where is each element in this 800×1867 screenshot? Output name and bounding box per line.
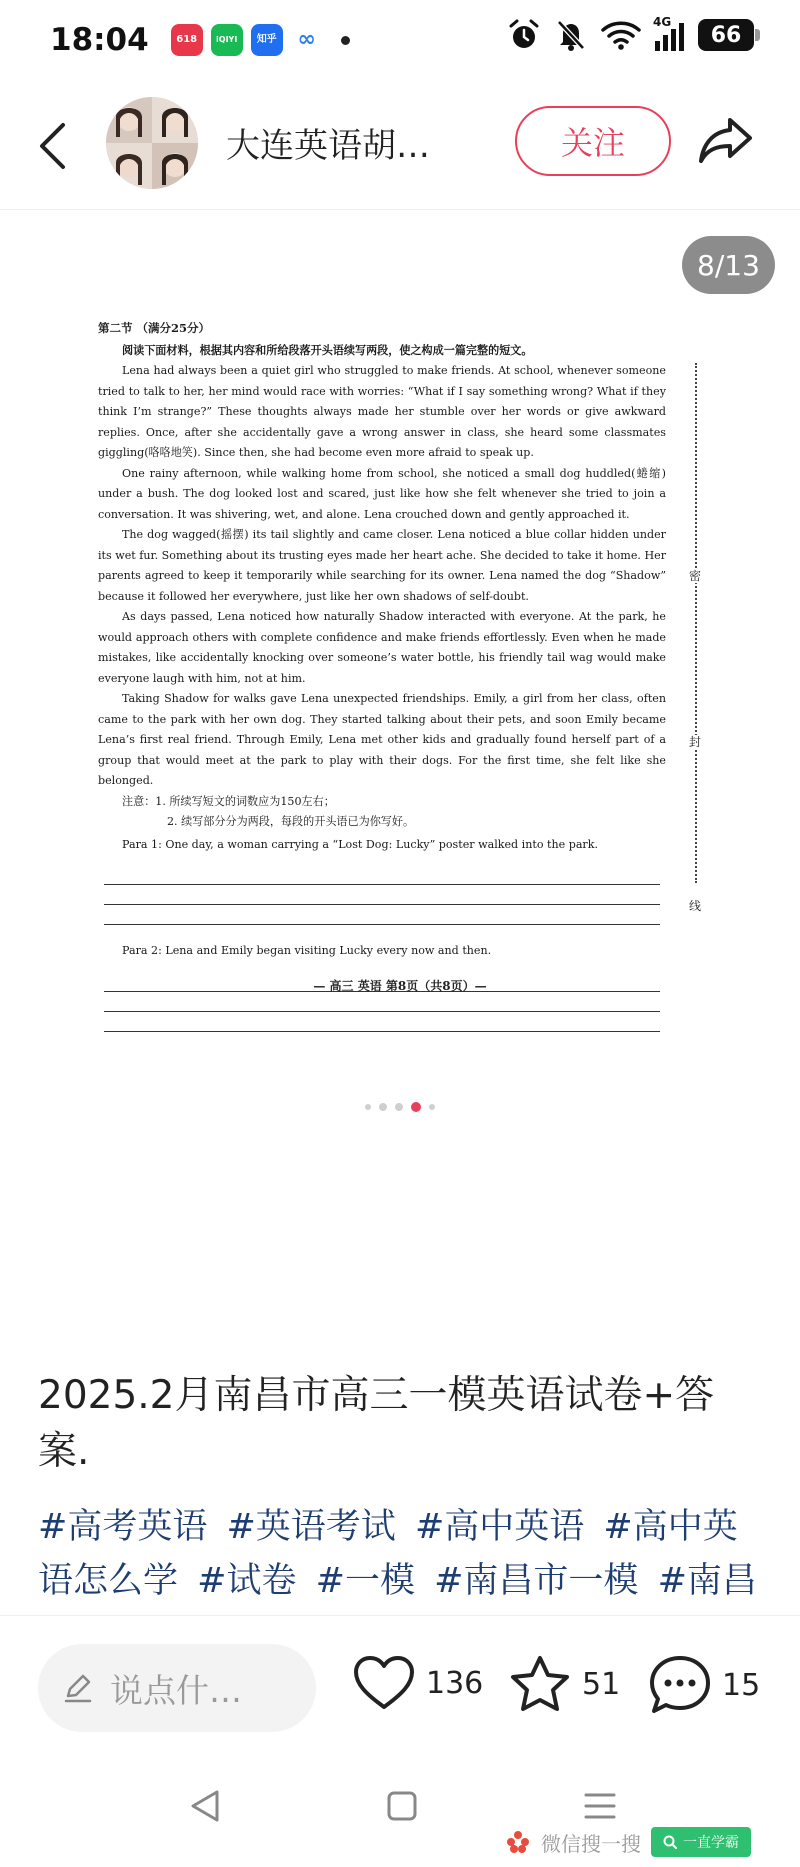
carousel-indicator xyxy=(0,1102,800,1112)
writing-line xyxy=(104,1012,660,1032)
favorite-count: 51 xyxy=(582,1666,621,1702)
chevron-left-icon xyxy=(37,121,67,171)
618-app-icon: 618 xyxy=(171,24,203,56)
more-notifications-dot xyxy=(341,36,350,45)
hashtag[interactable]: #一模 xyxy=(315,1561,415,1601)
like-count: 136 xyxy=(426,1665,484,1701)
author-name[interactable]: 大连英语胡… xyxy=(226,126,430,166)
writing-line xyxy=(104,905,660,925)
baidu-netdisk-icon: ∞ xyxy=(291,24,323,56)
hashtag[interactable]: #南昌 xyxy=(657,1561,757,1601)
image-page-counter: 8/13 xyxy=(682,236,775,294)
zhihu-icon: 知乎 xyxy=(251,24,283,56)
flower-logo-icon xyxy=(505,1829,531,1855)
signal-bar xyxy=(671,29,676,51)
exam-page xyxy=(98,318,666,1048)
section-title: 第二节 （满分25分） xyxy=(98,321,211,335)
hashtag[interactable]: #英语考试 xyxy=(226,1507,396,1547)
menu-lines-icon xyxy=(583,1789,617,1823)
signal-indicator xyxy=(653,15,684,51)
seal-char-feng: 封 xyxy=(689,735,702,749)
note-line-1: 注意：1. 所续写短文的词数应为150左右； xyxy=(122,794,335,808)
square-home-icon xyxy=(385,1789,419,1823)
system-nav-bar xyxy=(0,1755,800,1867)
story-paragraph: Lena had always been a quiet girl who struggled to make friends. At school, whenever someone tried to talk to her, her mind would race with worries: “What if I say something wrong? What if they think I’m strange?” These thoughts always made her stumble over her words or give awkward replies. Once, after she accidentally gave a wrong answer in class, she heard some classmates giggling(咯咯地笑). Since then, she had become even more afraid to speak up. xyxy=(98,364,666,459)
comment-count: 15 xyxy=(722,1667,761,1703)
back-button[interactable] xyxy=(30,116,74,176)
story-paragraph: Taking Shadow for walks gave Lena unexpected friendships. Emily, a girl from her class, often came to the park with her own dog. They started talking about their pets, and soon Emily became Lena’s first real friend. Through Emily, Lena met other kids and gradually found herself part of a group that would meet at the park to play with their dogs. For the first time, she felt like she belonged. xyxy=(98,692,666,787)
para1-writing-lines xyxy=(104,865,660,925)
search-icon xyxy=(663,1835,677,1849)
story-paragraph: As days passed, Lena noticed how naturally Shadow interacted with everyone. At the park, he would approach others with complete confidence and make friends effortlessly. Even when he made mistakes, like accidentally knocking over someone’s water bottle, his friendly tail wag would make everyone laugh with him, not at him. xyxy=(98,610,666,685)
hashtag[interactable]: #南昌市一模 xyxy=(434,1561,639,1601)
pencil-icon xyxy=(62,1672,94,1704)
battery-indicator: 66 xyxy=(698,19,754,51)
story-paragraph: The dog wagged(摇摆) its tail slightly and came closer. Lena noticed a blue collar hidden under its wet fur. Something about its trusting eyes made her heart ache. She decided to take it home. Her parents agreed to keep it temporarily while searching for its owner. Lena named the dog “Shadow” because it followed her everywhere, just like her own shadows of self-doubt. xyxy=(98,528,666,603)
post-image-carousel[interactable] xyxy=(0,211,800,1301)
hashtag[interactable]: #高中英语怎么学 xyxy=(38,1507,738,1601)
author-avatar[interactable] xyxy=(106,97,198,189)
wechat-search-watermark xyxy=(505,1821,751,1863)
follow-button[interactable]: 关注 xyxy=(515,106,671,176)
hashtag[interactable]: #高考英语 xyxy=(38,1507,208,1547)
carousel-dot xyxy=(365,1104,371,1110)
status-bar xyxy=(0,0,800,80)
share-arrow-icon xyxy=(698,115,754,165)
wechat-search-badge xyxy=(651,1827,751,1857)
nav-home-button[interactable] xyxy=(377,1781,427,1831)
comment-input[interactable] xyxy=(38,1644,316,1732)
alarm-icon xyxy=(507,18,541,52)
wechat-search-button-label: 一直学霸 xyxy=(683,1835,739,1851)
carousel-dot xyxy=(379,1103,387,1111)
comment-bubble-icon xyxy=(648,1654,712,1716)
notification-app-icons xyxy=(171,24,350,56)
comment-placeholder: 说点什… xyxy=(110,1670,242,1710)
comment-button[interactable] xyxy=(648,1654,760,1716)
like-button[interactable] xyxy=(352,1654,483,1712)
status-time: 18:04 xyxy=(50,22,149,58)
hashtag[interactable]: #高中英语 xyxy=(414,1507,585,1547)
carousel-dot-active xyxy=(411,1102,421,1112)
iqiyi-icon: iQIYI xyxy=(211,24,243,56)
nav-back-button[interactable] xyxy=(180,1781,230,1831)
favorite-button[interactable] xyxy=(508,1654,620,1714)
exam-page-footer: — 高三 英语 第8页（共8页）— xyxy=(313,979,487,993)
writing-line xyxy=(104,885,660,905)
para2-prompt: Para 2: Lena and Emily began visiting Lucky every now and then. xyxy=(122,944,492,957)
signal-bar xyxy=(655,41,660,51)
carousel-dot xyxy=(429,1104,435,1110)
signal-bar xyxy=(663,35,668,51)
carousel-dot xyxy=(395,1103,403,1111)
hashtag[interactable]: #试卷 xyxy=(197,1561,297,1601)
post-header xyxy=(0,80,800,210)
star-icon xyxy=(508,1654,572,1714)
network-type-label: 4G xyxy=(653,15,672,29)
seal-line xyxy=(695,363,697,883)
instruction-text: 阅读下面材料，根据其内容和所给段落开头语续写两段，使之构成一篇完整的短文。 xyxy=(122,343,533,357)
story-paragraph: One rainy afternoon, while walking home from school, she noticed a small dog huddled(蜷缩) under a bush. The dog looked lost and scared, just like how she felt whenever she tried to join a conversation. It was shivering, wet, and alone. Lena crouched down and gently approached it. xyxy=(98,466,666,521)
seal-char-xian: 线 xyxy=(689,899,702,913)
status-right xyxy=(507,15,754,52)
writing-line xyxy=(104,865,660,885)
triangle-back-icon xyxy=(188,1788,222,1824)
post-title: 2025.2月南昌市高三一模英语试卷+答案. xyxy=(38,1373,715,1474)
post-action-bar xyxy=(0,1615,800,1755)
mute-bell-icon xyxy=(555,18,587,52)
heart-icon xyxy=(352,1654,416,1712)
avatar-photo-icon xyxy=(106,97,198,189)
para1-prompt: Para 1: One day, a woman carrying a “Lost Dog: Lucky” poster walked into the park. xyxy=(122,837,598,851)
seal-char-mi: 密 xyxy=(689,569,702,583)
wechat-search-label: 微信搜一搜 xyxy=(541,1831,641,1856)
wifi-icon xyxy=(601,19,641,51)
signal-bar xyxy=(679,23,684,51)
writing-line xyxy=(104,992,660,1012)
share-button[interactable] xyxy=(696,110,756,170)
note-line-2: 2. 续写部分分为两段，每段的开头语已为你写好。 xyxy=(167,815,415,828)
